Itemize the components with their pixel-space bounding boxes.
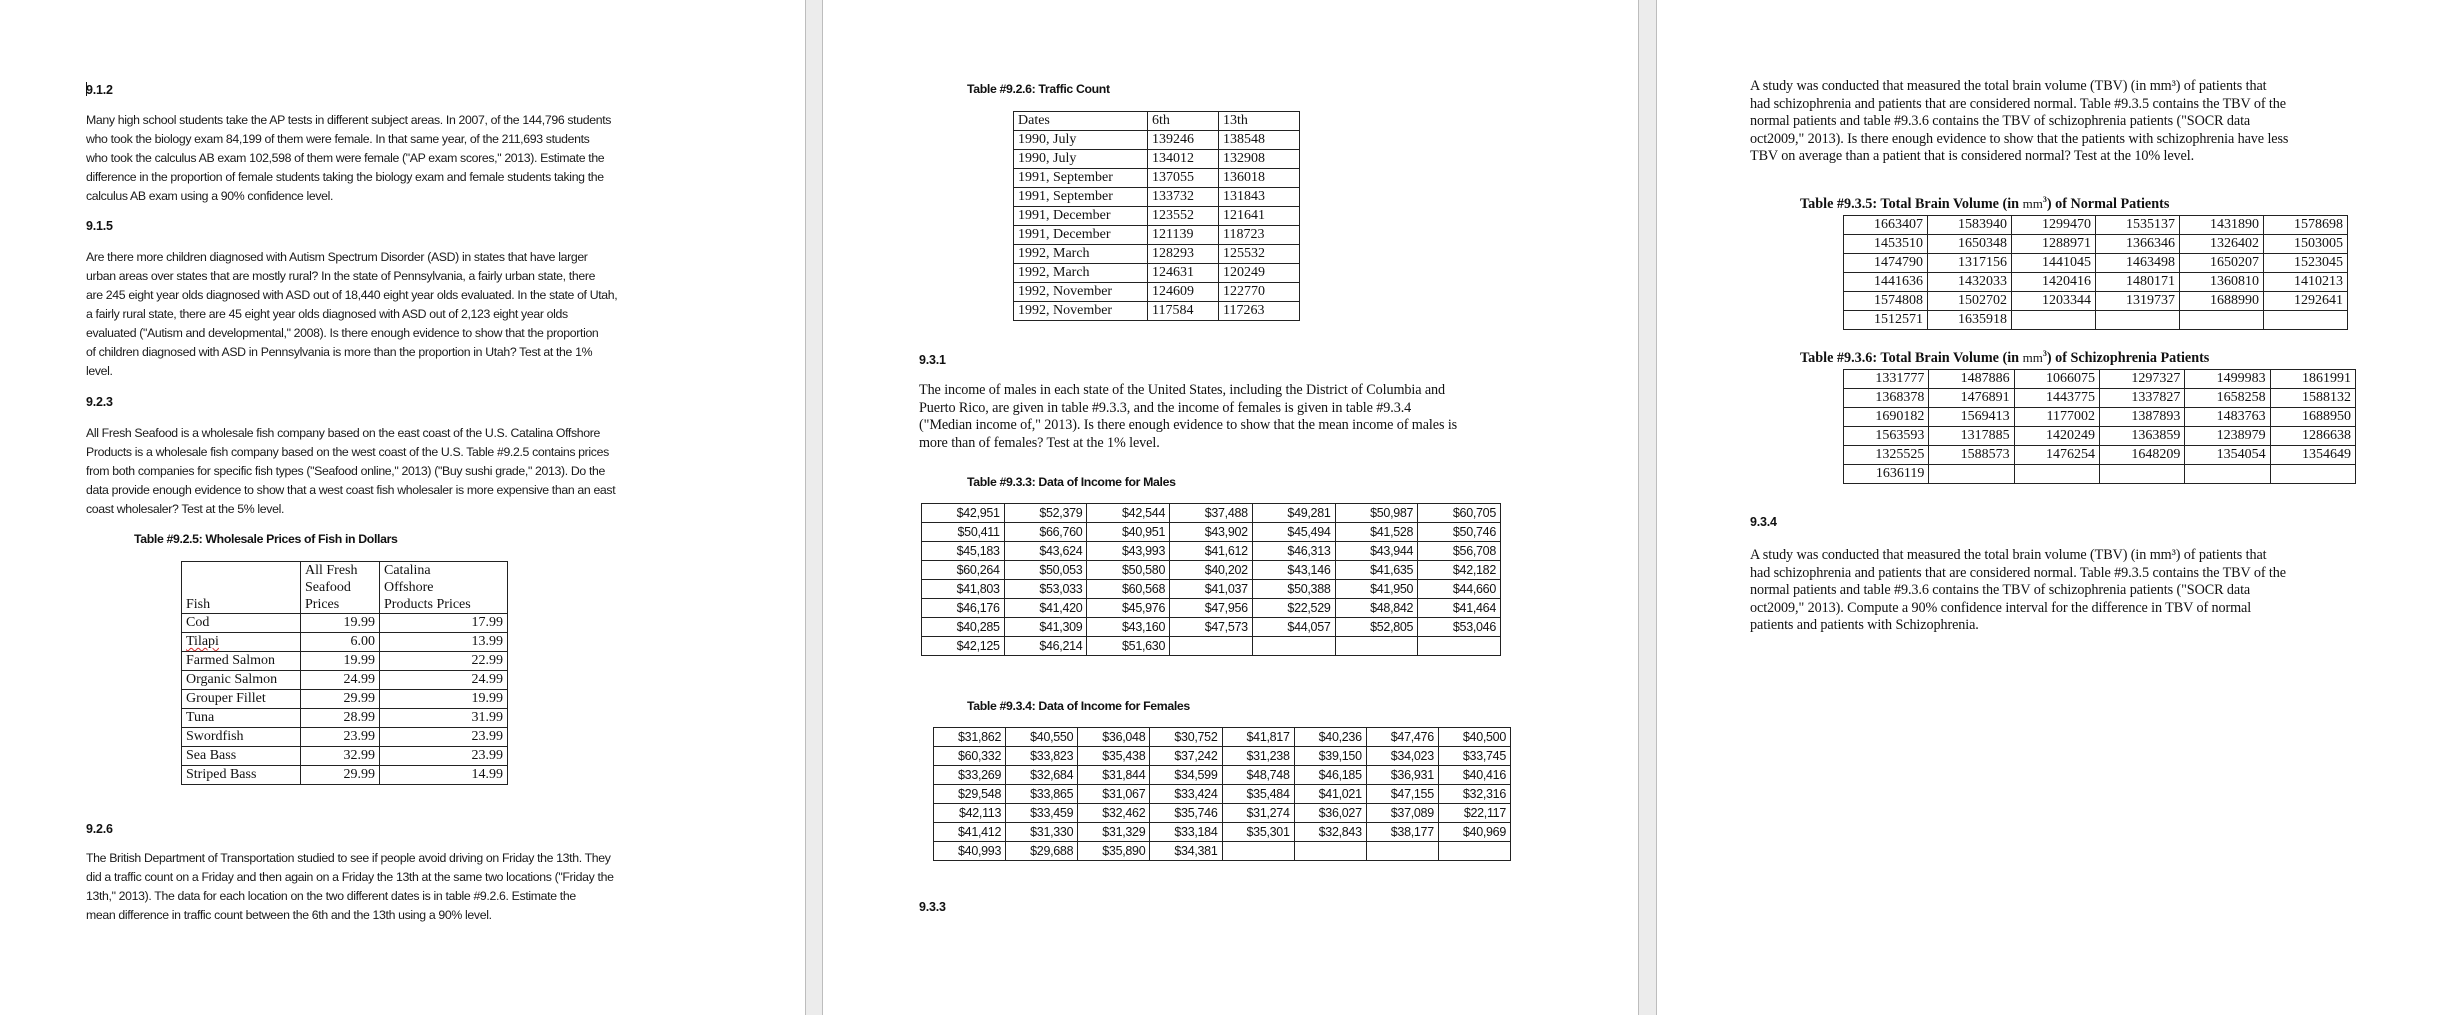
section-heading-9-3-3: 9.3.3 <box>919 900 946 914</box>
header-cell: All Fresh Seafood Prices <box>301 562 380 614</box>
page-gap <box>1638 0 1657 1015</box>
text-line: more than of females? Test at the 1% level. <box>919 434 1160 451</box>
paragraph-9-1-5 <box>86 248 617 381</box>
table-row: 1990, July 134012 132908 <box>1014 150 1300 169</box>
traffic-count-table <box>1013 111 1300 321</box>
header-cell: Fish <box>182 562 301 614</box>
table-row: 1992, November 124609 122770 <box>1014 283 1300 302</box>
table-row: $41,412 $31,330 $31,329 $33,184 $35,301 $32,843 $38,177 $40,969 <box>934 823 1511 842</box>
misspelled-word[interactable]: Tilapi <box>186 634 219 649</box>
section-heading-9-3-4: 9.3.4 <box>1750 515 1777 529</box>
text-line: A study was conducted that measured the total brain volume (TBV) (in mm³) of patients that <box>1750 547 2267 563</box>
table-row: 1992, March 124631 120249 <box>1014 264 1300 283</box>
table-caption-9-2-6: Table #9.2.6: Traffic Count <box>967 82 1110 96</box>
table-row: 1453510 1650348 1288971 1366346 1326402 1503005 <box>1844 235 2348 254</box>
text-line: A study was conducted that measured the total brain volume (TBV) (in mm³) of patients that <box>1750 78 2267 94</box>
table-row: 1991, December 123552 121641 <box>1014 207 1300 226</box>
table-row: Tuna 28.99 31.99 <box>182 709 508 728</box>
table-row: 1992, March 128293 125532 <box>1014 245 1300 264</box>
table-row: Grouper Fillet 29.99 19.99 <box>182 690 508 709</box>
table-row: $33,269 $32,684 $31,844 $34,599 $48,748 $46,185 $36,931 $40,416 <box>934 766 1511 785</box>
table-row: $31,862 $40,550 $36,048 $30,752 $41,817 $40,236 $47,476 $40,500 <box>934 728 1511 747</box>
table-row: Organic Salmon 24.99 24.99 <box>182 671 508 690</box>
table-row: Swordfish 23.99 23.99 <box>182 728 508 747</box>
table-caption-9-3-5: Table #9.3.5: Total Brain Volume (in $mm^3$) of Normal Patients <box>1800 195 2170 212</box>
page-gap <box>805 0 823 1015</box>
table-row: $60,332 $33,823 $35,438 $37,242 $31,238 $39,150 $34,023 $33,745 <box>934 747 1511 766</box>
table-row: Tilapi 6.00 13.99 <box>182 633 508 652</box>
table-row: 1474790 1317156 1441045 1463498 1650207 1523045 <box>1844 254 2348 273</box>
table-row: 1574808 1502702 1203344 1319737 1688990 1292641 <box>1844 292 2348 311</box>
section-heading-9-2-6: 9.2.6 <box>86 822 113 836</box>
text-line: The British Department of Transportation studied to see if people avoid driving on Friday the 13th. They <box>86 851 611 865</box>
table-row: $40,993 $29,688 $35,890 $34,381 <box>934 842 1511 861</box>
text-line: TBV on average than a patient that is considered normal? Test at the 10% level. <box>1750 148 2195 165</box>
table-row: 1991, September 137055 136018 <box>1014 169 1300 188</box>
table-row: 1636119 <box>1844 465 2356 484</box>
text-line: urban areas over states that are mostly rural? In the state of Pennsylvania, a fairly urban state, there <box>86 269 596 283</box>
text-line: who took the calculus AB exam 102,598 of them were female ("AP exam scores," 2013). Estimate the <box>86 151 605 165</box>
table-row: 1990, July 139246 138548 <box>1014 131 1300 150</box>
text-line: a fairly rural state, there are 45 eight year olds diagnosed with ASD out of 2,123 eight year olds <box>86 307 568 321</box>
schizophrenia-tbv-table <box>1843 369 2356 484</box>
male-income-table <box>921 503 1501 656</box>
table-row: 1512571 1635918 <box>1844 311 2348 330</box>
table-row: 1441636 1432033 1420416 1480171 1360810 1410213 <box>1844 273 2348 292</box>
text-line: difference in the proportion of female students taking the biology exam and female students taking the <box>86 170 604 184</box>
text-line: did a traffic count on a Friday and then again on a Friday the 13th at the same two locations ("Friday the <box>86 870 614 884</box>
section-heading-9-2-3: 9.2.3 <box>86 395 113 409</box>
text-line: calculus AB exam using a 90% confidence level. <box>86 189 334 203</box>
paragraph-9-2-3 <box>86 424 615 519</box>
table-row: $42,125 $46,214 $51,630 <box>922 637 1501 656</box>
text-line: All Fresh Seafood is a wholesale fish company based on the east coast of the U.S. Catalina Offshore <box>86 426 601 440</box>
table-row: $29,548 $33,865 $31,067 $33,424 $35,484 $41,021 $47,155 $32,316 <box>934 785 1511 804</box>
normal-tbv-table <box>1843 215 2348 330</box>
section-heading-9-1-5: 9.1.5 <box>86 219 113 233</box>
table-row: $42,113 $33,459 $32,462 $35,746 $31,274 $36,027 $37,089 $22,117 <box>934 804 1511 823</box>
table-row: 1663407 1583940 1299470 1535137 1431890 1578698 <box>1844 216 2348 235</box>
table-row: Striped Bass 29.99 14.99 <box>182 766 508 785</box>
text-line: Puerto Rico, are given in table #9.3.3, and the income of females is given in table #9.3.4 <box>919 399 1412 416</box>
text-line: of children diagnosed with ASD in Pennsylvania is more than the proportion in Utah? Test at the 1% <box>86 345 593 359</box>
table-row: $42,951 $52,379 $42,544 $37,488 $49,281 $50,987 $60,705 <box>922 504 1501 523</box>
paragraph-tbv-intro <box>1750 78 2288 166</box>
text-line: coast wholesaler? Test at the 5% level. <box>86 502 285 516</box>
text-line: normal patients and table #9.3.6 contains the TBV of schizophrenia patients ("SOCR data <box>1750 582 2251 599</box>
header-cell: Catalina Offshore Products Prices <box>380 562 508 614</box>
text-line: level. <box>86 364 113 378</box>
table-row: 1991, December 121139 118723 <box>1014 226 1300 245</box>
text-line: The income of males in each state of the United States, including the District of Columbia and <box>919 382 1446 398</box>
table-row: $41,803 $53,033 $60,568 $41,037 $50,388 $41,950 $44,660 <box>922 580 1501 599</box>
text-line: patients and patients with Schizophrenia. <box>1750 617 1979 634</box>
table-row: 1992, November 117584 117263 <box>1014 302 1300 321</box>
text-line: had schizophrenia and patients that are considered normal. Table #9.3.5 contains the TBV of the <box>1750 95 2286 112</box>
table-row: 1690182 1569413 1177002 1387893 1483763 1688950 <box>1844 408 2356 427</box>
text-line: data provide enough evidence to show that a west coast fish wholesaler is more expensive than an east <box>86 483 616 497</box>
text-line: Products is a wholesale fish company based on the west coast of the U.S. Table #9.2.5 contains prices <box>86 445 609 459</box>
paragraph-9-2-6 <box>86 849 614 925</box>
text-line: normal patients and table #9.3.6 contains the TBV of schizophrenia patients ("SOCR data <box>1750 113 2251 130</box>
table-row: $50,411 $66,760 $40,951 $43,902 $45,494 $41,528 $50,746 <box>922 523 1501 542</box>
text-line: ("Median income of," 2013). Is there enough evidence to show that the mean income of males is <box>919 417 1458 434</box>
table-header-row <box>182 562 508 614</box>
text-line: from both companies for specific fish types ("Seafood online," 2013) ("Buy sushi grade," 2013). Do the <box>86 464 606 478</box>
table-caption-9-3-4: Table #9.3.4: Data of Income for Females <box>967 699 1190 713</box>
text-line: are 245 eight year olds diagnosed with ASD out of 18,440 eight year olds evaluated. In the state of Utah, <box>86 288 618 302</box>
paragraph-9-1-2 <box>86 111 611 206</box>
document-page-1[interactable] <box>0 0 805 1015</box>
paragraph-9-3-1 <box>919 382 1457 452</box>
table-row: Cod 19.99 17.99 <box>182 614 508 633</box>
fish-prices-table <box>181 561 508 785</box>
text-line: oct2009," 2013). Is there enough evidence to show that the patients with schizophrenia have less <box>1750 130 2289 147</box>
text-line: who took the biology exam 84,199 of them were female. In that same year, of the 211,693 students <box>86 132 590 146</box>
table-caption-9-2-5: Table #9.2.5: Wholesale Prices of Fish in Dollars <box>134 532 398 546</box>
text-line: Are there more children diagnosed with Autism Spectrum Disorder (ASD) in states that have larger <box>86 250 588 264</box>
text-line: oct2009," 2013). Compute a 90% confidence interval for the difference in TBV of normal <box>1750 599 2252 616</box>
female-income-table <box>933 727 1511 861</box>
section-heading-9-3-1: 9.3.1 <box>919 353 946 367</box>
document-page-3[interactable] <box>1657 0 2457 1015</box>
table-row: 1991, September 133732 131843 <box>1014 188 1300 207</box>
table-row: $46,176 $41,420 $45,976 $47,956 $22,529 $48,842 $41,464 <box>922 599 1501 618</box>
table-row: 1325525 1588573 1476254 1648209 1354054 1354649 <box>1844 446 2356 465</box>
table-row: 1331777 1487886 1066075 1297327 1499983 1861991 <box>1844 370 2356 389</box>
table-row: $45,183 $43,624 $43,993 $41,612 $46,313 $43,944 $56,708 <box>922 542 1501 561</box>
document-page-2[interactable] <box>823 0 1638 1015</box>
table-header-row: Dates 6th 13th <box>1014 112 1300 131</box>
text-line: 13th," 2013). The data for each location on the two different dates is in table #9.2.6. Estimate the <box>86 889 576 903</box>
table-caption-9-3-6: Table #9.3.6: Total Brain Volume (in $mm^3$) of Schizophrenia Patients <box>1800 349 2210 366</box>
table-row: $60,264 $50,053 $50,580 $40,202 $43,146 $41,635 $42,182 <box>922 561 1501 580</box>
text-line: Many high school students take the AP tests in different subject areas. In 2007, of the 144,796 students <box>86 113 612 127</box>
paragraph-9-3-4 <box>1750 547 2286 635</box>
section-heading-9-1-2: 9.1.2 <box>86 83 113 97</box>
table-row: 1563593 1317885 1420249 1363859 1238979 1286638 <box>1844 427 2356 446</box>
table-row: Sea Bass 32.99 23.99 <box>182 747 508 766</box>
table-caption-9-3-3: Table #9.3.3: Data of Income for Males <box>967 475 1176 489</box>
text-line: evaluated ("Autism and developmental," 2008). Is there enough evidence to show that the proportion <box>86 326 599 340</box>
table-row: 1368378 1476891 1443775 1337827 1658258 1588132 <box>1844 389 2356 408</box>
table-row: $40,285 $41,309 $43,160 $47,573 $44,057 $52,805 $53,046 <box>922 618 1501 637</box>
text-line: had schizophrenia and patients that are considered normal. Table #9.3.5 contains the TBV of the <box>1750 564 2286 581</box>
text-line: mean difference in traffic count between the 6th and the 13th using a 90% level. <box>86 908 492 922</box>
table-row: Farmed Salmon 19.99 22.99 <box>182 652 508 671</box>
